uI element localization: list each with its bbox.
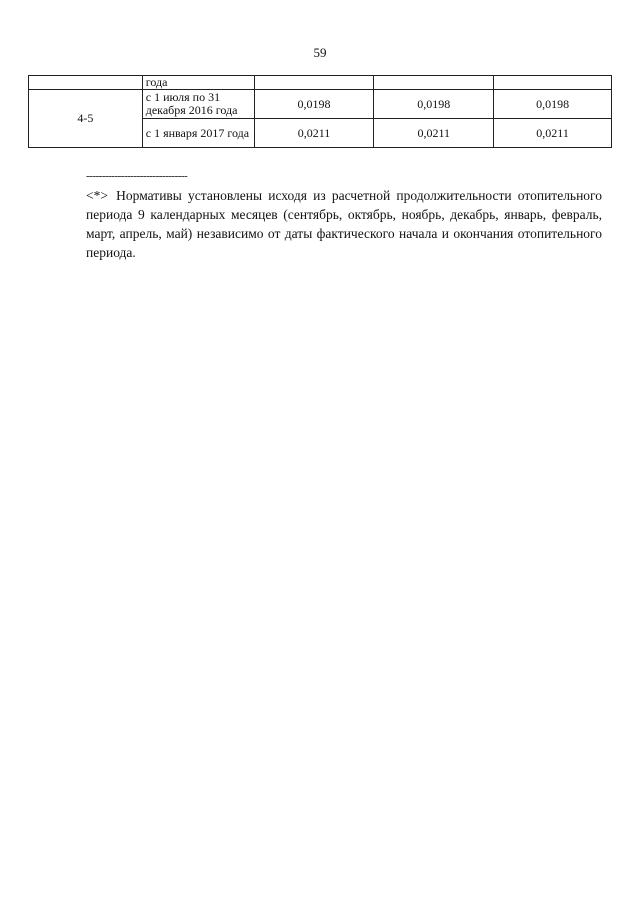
page-number: 59	[313, 45, 327, 60]
period-cell: с 1 января 2017 года	[142, 119, 254, 148]
norms-table	[28, 75, 612, 148]
value-cell: 0,0198	[254, 90, 374, 119]
footnote	[86, 186, 602, 262]
period-cell: года	[142, 76, 254, 90]
table-cell-empty	[494, 76, 612, 90]
value-cell: 0,0198	[374, 90, 494, 119]
table-row	[29, 90, 612, 119]
value-cell: 0,0211	[374, 119, 494, 148]
table-cell-empty	[374, 76, 494, 90]
group-label-cell: 4-5	[29, 90, 143, 148]
table-cell-empty	[29, 76, 143, 90]
table-row	[29, 76, 612, 90]
value-cell: 0,0211	[254, 119, 374, 148]
value-cell: 0,0198	[494, 90, 612, 119]
footnote-divider: --------------------------------	[86, 170, 188, 182]
table-cell-empty	[254, 76, 374, 90]
footnote-marker: <*>	[86, 188, 108, 203]
period-cell: с 1 июля по 31 декабря 2016 года	[142, 90, 254, 119]
footnote-text: Нормативы установлены исходя из расчетной продолжительности отопительного периода 9 календарных месяцев (сентябрь, октябрь, ноябрь, декабрь, январь, февраль, март, апрель, май) независимо от даты фактического начала и окончания отопительного периода.	[86, 188, 603, 260]
value-cell: 0,0211	[494, 119, 612, 148]
